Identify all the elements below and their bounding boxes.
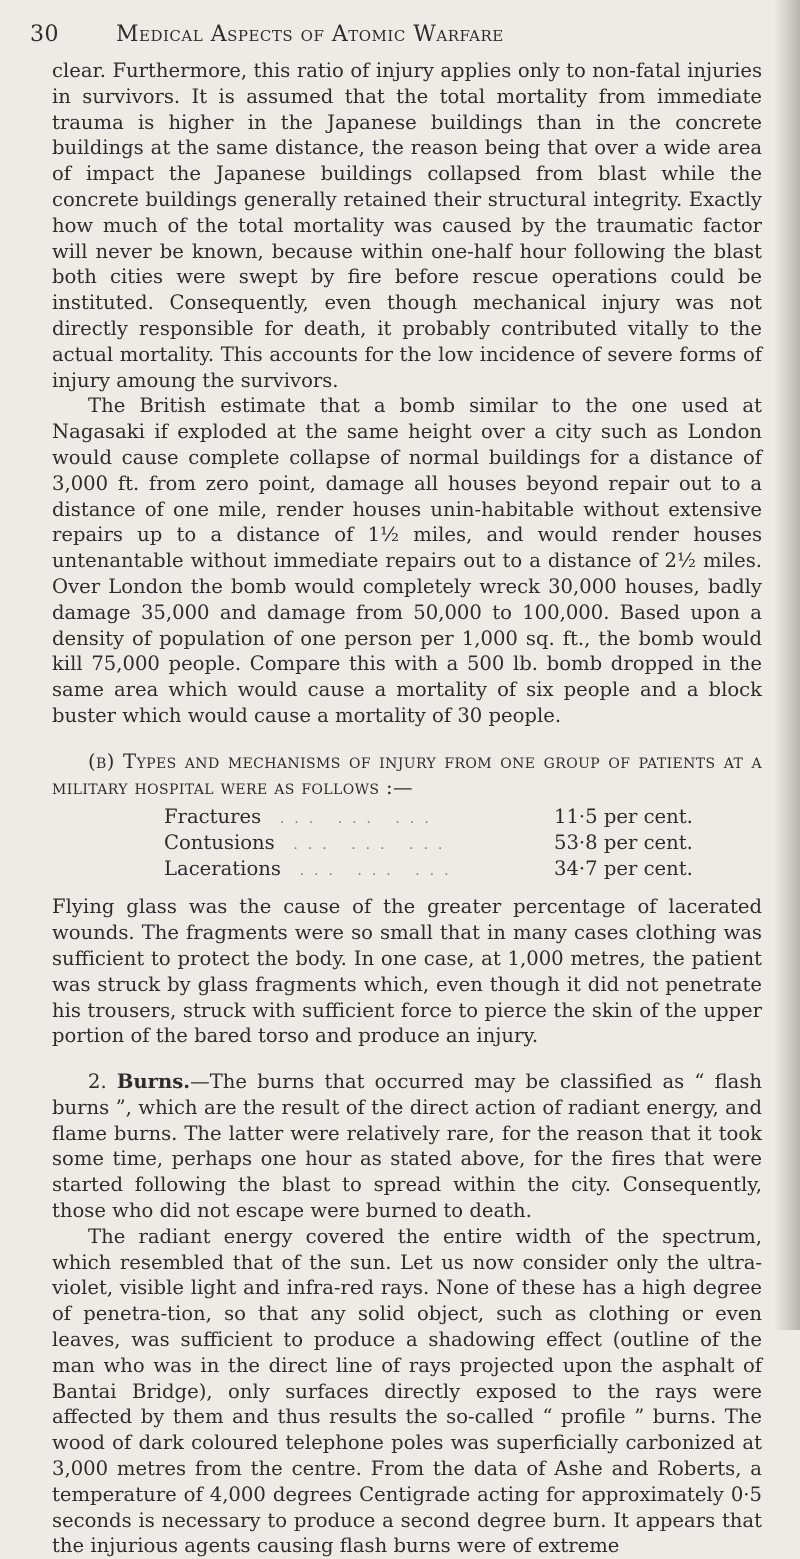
burns-text: —The burns that occurred may be classified as “ flash burns ”, which are the result of the direct action of radiant energy, and flame burns. The latter were relatively rare, for the reason that it took some time, perhaps one hour as stated above, for the fires that were started following the blast to spread within the city. Consequently, those who did not escape were burned to death. [52,1070,762,1223]
stat-value: 53·8 per cent. [554,831,693,855]
page-edge-shadow [774,0,800,1330]
injury-stats-table [164,804,754,882]
paragraph: The British estimate that a bomb similar to the one used at Nagasaki if exploded at the same height over a city such as London would cause complete collapse of normal buildings for a distance of 3,000 ft. from zero point, damage all houses beyond repair out to a distance of one mile, render houses unin-habitable without extensive repairs up to a distance of 1½ miles, and would render houses untenantable without immediate repairs out to a distance of 2½ miles. Over London the bomb would completely wreck 30,000 houses, badly damage 35,000 and damage from 50,000 to 100,000. Based upon a density of population of one person per 1,000 sq. ft., the bomb would kill 75,000 people. Compare this with a 500 lb. bomb dropped in the same area which would cause a mortality of six people and a block buster which would cause a mortality of 30 people. [52,394,762,727]
page-number: 30 [30,22,59,47]
stat-label: Contusions ... ... ... [164,831,453,855]
burns-heading: Burns. [116,1070,191,1094]
stat-row [164,830,754,856]
stat-label: Fractures ... ... ... [164,805,439,829]
stat-row [164,804,754,830]
paragraph: The radiant energy covered the entire width of the spectrum, which resembled that of the sun. Let us now consider only the ultra-violet, visible light and infra-red rays. None of these has a high degree of penetra-tion, so that any solid object, such as clothing or even leaves, was sufficient to produce a shadowing effect (outline of the man who was in the direct line of rays projected upon the asphalt of Bantai Bridge), only surfaces directly exposed to the rays were affected by them and thus results the so-called “ profile ” burns. The wood of dark coloured telephone poles was superficially carbonized at 3,000 metres from the centre. From the data of Ashe and Roberts, a temperature of 4,000 degrees Centigrade acting for approximately 0·5 seconds is necessary to produce a second degree burn. It appears that the injurious agents causing flash burns were of extreme [52,1224,762,1558]
burns-paragraph [52,1069,762,1224]
stat-row [164,856,754,882]
section-heading: (b) Types and mechanisms of injury from one group of patients at a military hospital were as follows :— [52,749,762,799]
page-header [30,22,770,54]
stat-value: 11·5 per cent. [554,805,693,829]
body-text [52,58,762,1559]
running-title: Medical Aspects of Atomic Warfare [116,22,504,47]
paragraph: clear. Furthermore, this ratio of injury applies only to non-fatal injuries in survivors. It is assumed that the total mortality from immediate trauma is higher in the Japanese buildings than in the concrete buildings at the same distance, the reason being that over a wide area of impact the Japanese buildings collapsed from blast while the concrete buildings generally retained their structural integrity. Exactly how much of the total mortality was caused by the traumatic factor will never be known, because within one-half hour following the blast both cities were swept by fire before rescue operations could be instituted. Consequently, even though mechanical injury was not directly responsible for death, it probably contributed vitally to the actual mortality. This accounts for the low incidence of severe forms of injury amoung the survivors. [52,59,762,392]
stat-label: Lacerations ... ... ... [164,857,459,881]
burns-number: 2. [88,1070,107,1094]
stat-value: 34·7 per cent. [554,857,693,881]
paragraph: Flying glass was the cause of the greater percentage of lacerated wounds. The fragments were so small that in many cases clothing was sufficient to protect the body. In one case, at 1,000 metres, the patient was struck by glass fragments which, even though it did not penetrate his trousers, struck with sufficient force to pierce the skin of the upper portion of the bared torso and produce an injury. [52,895,762,1048]
